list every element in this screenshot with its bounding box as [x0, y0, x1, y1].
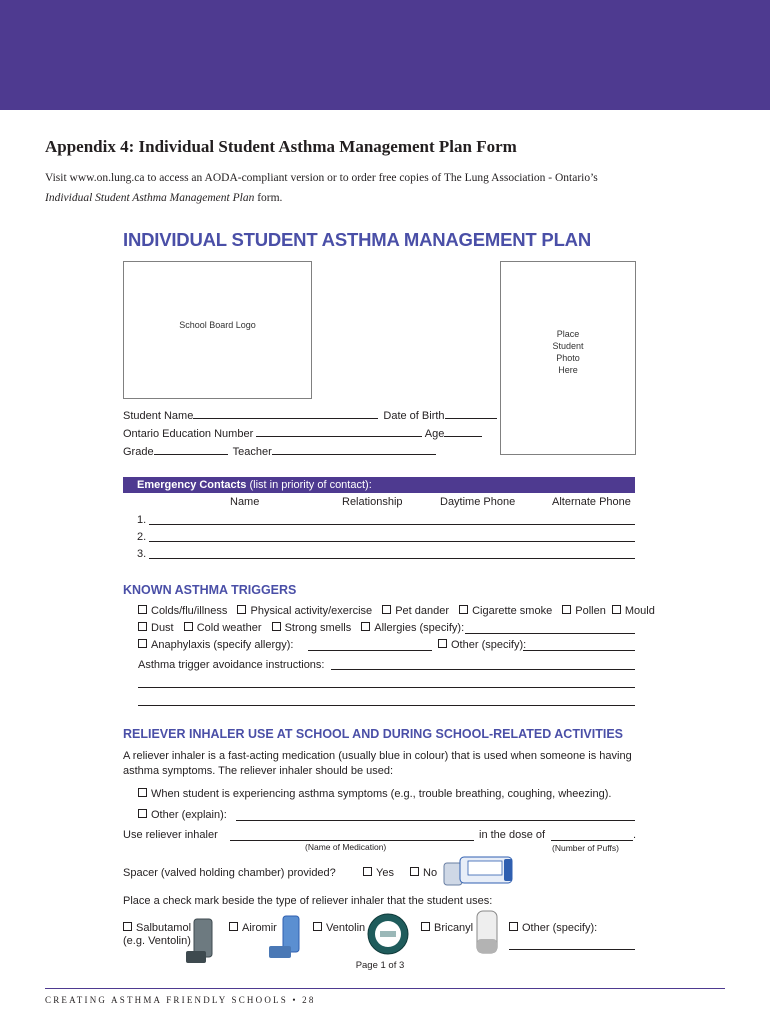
dob-field[interactable]: [445, 408, 497, 419]
photo-label-line: Here: [558, 365, 578, 375]
logo-label: School Board Logo: [179, 320, 256, 330]
spacer-yes[interactable]: [363, 867, 394, 879]
contact-number: 1.: [137, 514, 147, 526]
visit-line: Visit www.on.lung.ca to access an AODA-compliant version or to order free copies of The Lung Association - Ontario’s: [45, 172, 598, 184]
name-of-medication-caption: (Name of Medication): [305, 842, 387, 852]
oen-label: Ontario Education Number: [123, 428, 254, 440]
plan-name-italic: Individual Student Asthma Management Plan: [45, 192, 255, 204]
use-reliever-label: Use reliever inhaler: [123, 829, 218, 841]
plan-title: INDIVIDUAL STUDENT ASTHMA MANAGEMENT PLAN: [123, 229, 591, 250]
contact-row-3[interactable]: [137, 548, 635, 561]
checkbox[interactable]: [361, 622, 370, 631]
inhaler-other-field[interactable]: [509, 949, 635, 950]
medication-name-field[interactable]: [230, 840, 474, 841]
ventolin-diskus-icon: [366, 912, 410, 956]
trigger-strong-smells[interactable]: [272, 622, 352, 634]
checkbox[interactable]: [229, 922, 238, 931]
photo-label: [501, 328, 635, 376]
trigger-physical[interactable]: [237, 605, 372, 617]
trigger-pollen[interactable]: [562, 605, 606, 617]
oen-row: [123, 426, 482, 440]
trigger-label: Anaphylaxis (specify allergy):: [151, 639, 294, 651]
checkbox[interactable]: [138, 622, 147, 631]
other-explain-field[interactable]: [236, 820, 635, 821]
avoidance-field-line[interactable]: [138, 705, 635, 706]
checkbox[interactable]: [438, 639, 447, 648]
allergies-field[interactable]: [465, 633, 635, 634]
teacher-label: Teacher: [232, 446, 272, 458]
trigger-allergies[interactable]: [361, 622, 464, 634]
option-label: Ventolin: [326, 922, 366, 934]
student-name-field[interactable]: [193, 408, 378, 419]
option-label: Bricanyl: [434, 922, 474, 934]
grade-row: [123, 444, 436, 458]
checkbox[interactable]: [138, 639, 147, 648]
dose-period: .: [633, 829, 637, 841]
trigger-other[interactable]: [438, 639, 526, 651]
trigger-label: Pollen: [575, 605, 606, 617]
triggers-title: KNOWN ASTHMA TRIGGERS: [123, 583, 297, 597]
salbutamol-example: (e.g. Ventolin): [123, 935, 191, 947]
emergency-contacts-bar: [123, 477, 635, 493]
age-label: Age: [424, 428, 445, 440]
grade-label: Grade: [123, 446, 154, 458]
contact-number: 3.: [137, 548, 147, 560]
photo-label-line: Photo: [556, 353, 580, 363]
emergency-subtitle: (list in priority of contact):: [246, 479, 372, 491]
checkbox[interactable]: [459, 605, 468, 614]
oen-field[interactable]: [256, 426, 422, 437]
trigger-label: Physical activity/exercise: [250, 605, 373, 617]
trigger-anaphylaxis[interactable]: [138, 639, 293, 651]
option-label: Yes: [376, 867, 394, 879]
trigger-other-field[interactable]: [523, 650, 635, 651]
checkbox[interactable]: [363, 867, 372, 876]
visit-tail: form.: [254, 192, 283, 204]
trigger-dust[interactable]: [138, 622, 174, 634]
trigger-label: Allergies (specify):: [374, 622, 465, 634]
teacher-field[interactable]: [272, 444, 436, 455]
visit-text: [45, 168, 735, 208]
avoidance-label: Asthma trigger avoidance instructions:: [138, 659, 325, 671]
col-alternate-phone: Alternate Phone: [552, 496, 631, 508]
triggers-row-2: [138, 622, 464, 634]
checkbox[interactable]: [410, 867, 419, 876]
spacer-device-icon: [440, 853, 518, 889]
student-name-row: [123, 408, 497, 422]
triggers-row-1: [138, 605, 655, 617]
trigger-label: Cold weather: [196, 622, 262, 634]
option-label: Other (explain):: [151, 809, 227, 821]
checkbox[interactable]: [184, 622, 193, 631]
school-logo-box: [123, 261, 312, 399]
inhaler-bricanyl[interactable]: [421, 922, 473, 934]
footer-rule: [45, 988, 725, 989]
option-label: Salbutamol: [136, 922, 192, 934]
option-label: No: [423, 867, 438, 879]
checkbox[interactable]: [272, 622, 281, 631]
checkbox[interactable]: [138, 605, 147, 614]
checkbox[interactable]: [562, 605, 571, 614]
avoidance-field-line[interactable]: [331, 669, 635, 670]
trigger-label: Cigarette smoke: [472, 605, 553, 617]
header-banner: [0, 0, 770, 110]
spacer-no[interactable]: [410, 867, 437, 879]
inhaler-type-instruction: Place a check mark beside the type of reliever inhaler that the student uses:: [123, 895, 493, 907]
col-name: Name: [230, 496, 260, 508]
col-relationship: Relationship: [342, 496, 403, 508]
reliever-description: A reliever inhaler is a fast-acting medication (usually blue in colour) that is used when someone is having asthma symptoms. The reliever inhaler should be used:: [123, 750, 632, 777]
photo-label-line: Student: [552, 341, 584, 351]
number-of-puffs-field[interactable]: [551, 840, 633, 841]
checkbox[interactable]: [313, 922, 322, 931]
appendix-title: Appendix 4: Individual Student Asthma Management Plan Form: [45, 137, 517, 156]
trigger-label: Pet dander: [395, 605, 450, 617]
student-name-label: Student Name: [123, 410, 194, 422]
checkbox[interactable]: [612, 605, 621, 614]
footer-text: CREATING ASTHMA FRIENDLY SCHOOLS • 28: [45, 995, 316, 1005]
trigger-mould[interactable]: [612, 605, 655, 617]
reliever-title: RELIEVER INHALER USE AT SCHOOL AND DURING SCHOOL-RELATED ACTIVITIES: [123, 727, 624, 741]
trigger-label: Other (specify):: [451, 639, 527, 651]
airomir-inhaler-icon: [265, 914, 305, 960]
col-daytime-phone: Daytime Phone: [440, 496, 516, 508]
checkbox[interactable]: [509, 922, 518, 931]
bricanyl-turbuhaler-icon: [474, 909, 500, 957]
grade-field[interactable]: [154, 444, 228, 455]
trigger-pet-dander[interactable]: [382, 605, 449, 617]
spacer-question: Spacer (valved holding chamber) provided?: [123, 867, 336, 879]
checkbox[interactable]: [138, 788, 147, 797]
reliever-opt-other[interactable]: [138, 809, 227, 821]
checkbox[interactable]: [382, 605, 391, 614]
dob-label: Date of Birth: [383, 410, 445, 422]
trigger-colds[interactable]: [138, 605, 227, 617]
page-number: Page 1 of 3: [355, 960, 405, 971]
trigger-cigarette[interactable]: [459, 605, 552, 617]
checkbox[interactable]: [138, 809, 147, 818]
anaphylaxis-field[interactable]: [308, 650, 432, 651]
trigger-cold-weather[interactable]: [184, 622, 262, 634]
trigger-label: Dust: [151, 622, 174, 634]
reliever-opt-symptoms[interactable]: [138, 788, 611, 800]
option-label: Other (specify):: [522, 922, 598, 934]
student-photo-box[interactable]: [500, 261, 636, 455]
contact-row-1[interactable]: [137, 514, 635, 527]
option-label: When student is experiencing asthma symptoms (e.g., trouble breathing, coughing, wheezing).: [151, 788, 612, 800]
contact-number: 2.: [137, 531, 147, 543]
option-label: Airomir: [242, 922, 277, 934]
inhaler-salbutamol[interactable]: [123, 922, 191, 934]
inhaler-ventolin[interactable]: [313, 922, 365, 934]
salbutamol-inhaler-icon: [184, 917, 218, 965]
number-of-puffs-caption: (Number of Puffs): [552, 843, 619, 853]
emergency-title: Emergency Contacts: [137, 479, 247, 491]
photo-label-line: Place: [556, 329, 580, 339]
inhaler-other[interactable]: [509, 922, 597, 934]
trigger-label: Colds/flu/illness: [151, 605, 228, 617]
avoidance-field-line[interactable]: [138, 687, 635, 688]
trigger-label: Strong smells: [284, 622, 352, 634]
checkbox[interactable]: [421, 922, 430, 931]
trigger-label: Mould: [624, 605, 655, 617]
age-field[interactable]: [444, 426, 482, 437]
dose-label: in the dose of: [479, 829, 546, 841]
checkbox[interactable]: [123, 922, 132, 931]
contact-row-2[interactable]: [137, 531, 635, 544]
checkbox[interactable]: [237, 605, 246, 614]
